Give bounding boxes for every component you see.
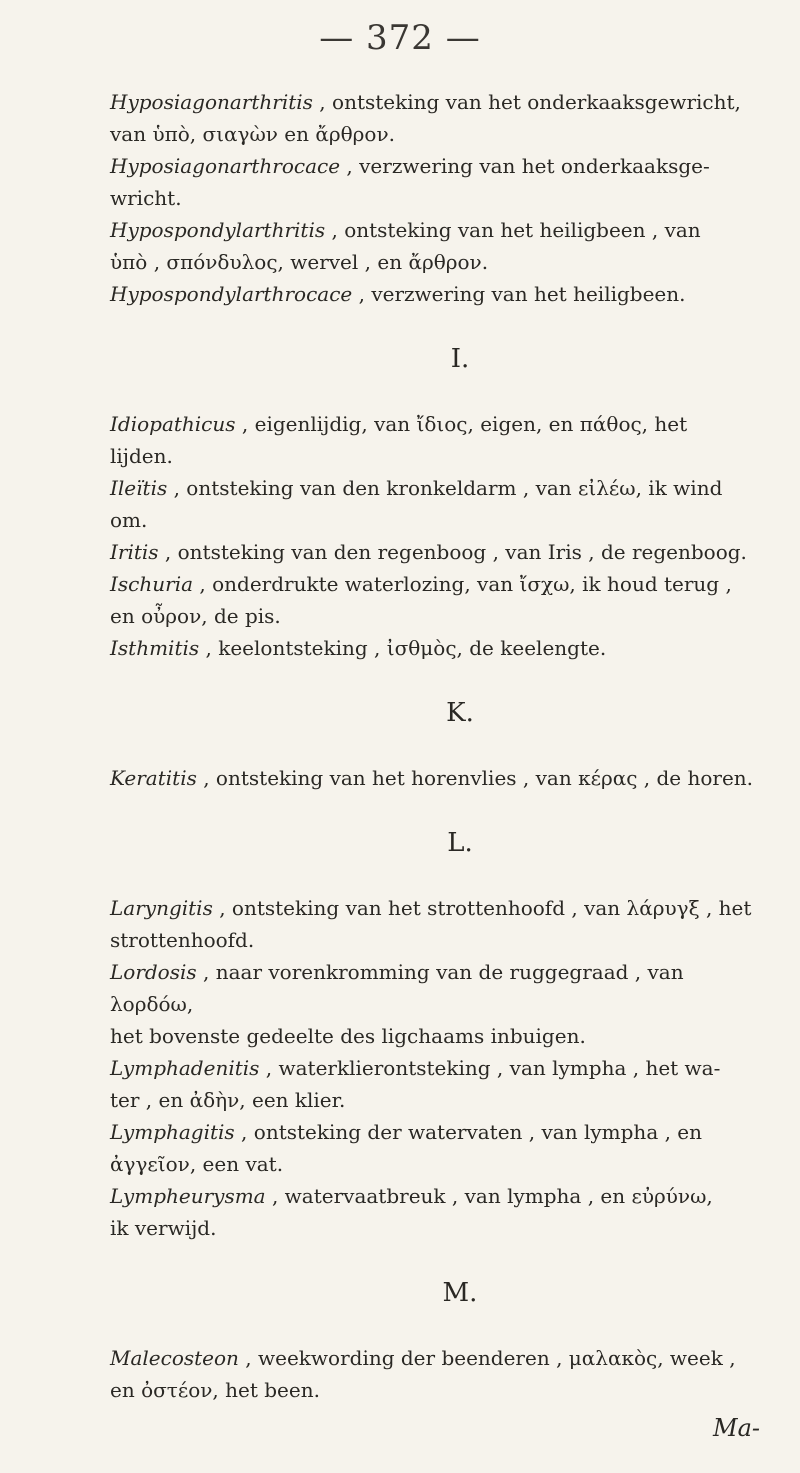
dictionary-entry [110,1052,770,1116]
page-number: — 372 — [319,18,481,58]
entry-term: Lympheurysma [110,1184,266,1208]
entry-definition: , weekwording der beenderen , μαλακὸς, week , [238,1346,736,1370]
dictionary-entry [110,1342,770,1406]
entry-continuation: het bovenste gedeelte des ligchaams inbuigen. [110,1024,586,1048]
entry-term: Ischuria [110,572,194,596]
entry-term: Lordosis [110,960,197,984]
dictionary-entry [110,892,770,956]
dictionary-entry [110,278,770,310]
dictionary-entry [110,1180,770,1244]
entry-term: Hypospondylarthritis [110,218,326,242]
entry-term: Ileïtis [110,476,168,500]
entry-definition: , ontsteking van het onderkaaksgewricht, [312,90,741,114]
entry-definition: , verzwering van het heiligbeen. [352,282,686,306]
dictionary-entry [110,956,770,1052]
entry-continuation: lijden. [110,444,173,468]
dictionary-entry [110,568,770,632]
entry-definition: , naar vorenkromming van de ruggegraad , van λορδόω, [110,960,684,1016]
catchword: Ma- [713,1414,760,1442]
dictionary-entry [110,1116,770,1180]
entry-definition: , ontsteking van het heiligbeen , van [325,218,701,242]
entry-definition: , ontsteking van het horenvlies , van κέρας , de horen. [196,766,754,790]
section-letter: K. [446,698,474,728]
entry-definition: , watervaatbreuk , van lympha , en εὐρύνω, [265,1184,713,1208]
entry-term: Hypospondylarthrocace [110,282,353,306]
dictionary-content [110,86,770,1442]
entry-definition: , ontsteking der watervaten , van lympha , en [234,1120,703,1144]
dictionary-entry [110,632,770,664]
section-letter: L. [447,828,473,858]
entry-term: Hyposiagonarthrocace [110,154,341,178]
entry-term: Lymphagitis [110,1120,235,1144]
dictionary-entry [110,214,770,278]
dictionary-entry [110,762,770,794]
entry-definition: , verzwering van het onderkaaksge- [340,154,710,178]
entry-term: Hyposiagonarthritis [110,90,313,114]
entry-term: Iritis [110,540,159,564]
entry-continuation: ὑπὸ , σπόνδυλος, wervel , en ἄρθρον. [110,250,489,274]
entry-continuation: en οὖρον, de pis. [110,604,281,628]
entry-definition: , onderdrukte waterlozing, van ἴσχω, ik houd terug , [193,572,732,596]
section-letter: M. [442,1278,478,1308]
entry-definition: , ontsteking van den regenboog , van Iris , de regenboog. [158,540,747,564]
entry-definition: , waterklierontsteking , van lympha , het wa- [259,1056,721,1080]
entry-continuation: wricht. [110,186,182,210]
entry-term: Isthmitis [110,636,200,660]
entry-term: Lymphadenitis [110,1056,260,1080]
entry-continuation: ἀγγεῖον, een vat. [110,1152,284,1176]
dictionary-entry [110,86,770,150]
entry-continuation: ter , en ἀδὴν, een klier. [110,1088,346,1112]
entry-definition: , ontsteking van het strottenhoofd , van λάρυγξ , het [212,896,752,920]
section-letter: I. [450,344,470,374]
entry-definition: , keelontsteking , ἰσθμὸς, de keelengte. [199,636,607,660]
entry-term: Idiopathicus [110,412,236,436]
dictionary-entry [110,408,770,472]
dictionary-entry [110,150,770,214]
dictionary-entry [110,536,770,568]
entry-term: Laryngitis [110,896,213,920]
entry-term: Keratitis [110,766,197,790]
entry-term: Malecosteon [110,1346,239,1370]
entry-continuation: om. [110,508,148,532]
entry-continuation: strottenhoofd. [110,928,255,952]
entry-continuation: van ὑπὸ, σιαγὼν en ἄρθρον. [110,122,395,146]
entry-continuation: en ὀστέον, het been. [110,1378,320,1402]
entry-definition: , eigenlijdig, van ἴδιος, eigen, en πάθος, het [235,412,688,436]
dictionary-entry [110,472,770,536]
entry-definition: , ontsteking van den kronkeldarm , van εἰλέω, ik wind [167,476,723,500]
entry-continuation: ik verwijd. [110,1216,217,1240]
